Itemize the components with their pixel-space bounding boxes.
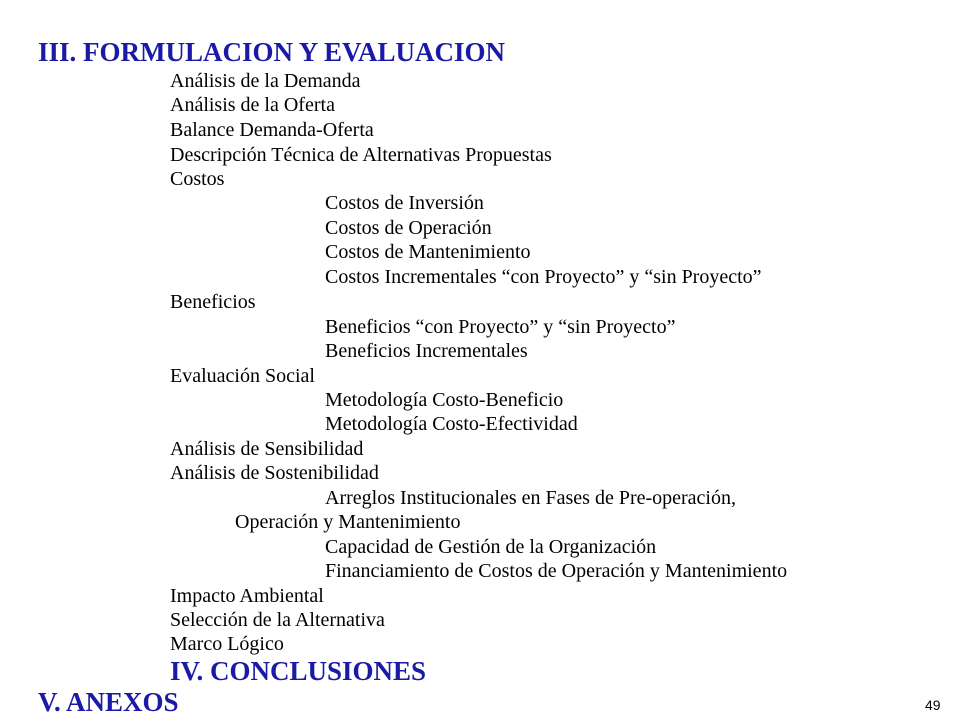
outline-item-analisis-sostenibilidad: Análisis de Sostenibilidad: [170, 462, 379, 484]
outline-subitem-beneficios-incrementales: Beneficios Incrementales: [325, 340, 528, 362]
outline-item-costos: Costos: [170, 168, 225, 190]
section-v-title: V. ANEXOS: [38, 687, 179, 717]
outline-subitem-beneficios-con-sin: Beneficios “con Proyecto” y “sin Proyecto”: [325, 316, 676, 338]
outline-subitem-arreglos-continuation: Operación y Mantenimiento: [235, 511, 461, 533]
outline-item-balance: Balance Demanda-Oferta: [170, 119, 374, 141]
section-iv-title: IV. CONCLUSIONES: [170, 656, 427, 686]
outline-item-descripcion-tecnica: Descripción Técnica de Alternativas Propuestas: [170, 144, 552, 166]
outline-subitem-capacidad-gestion: Capacidad de Gestión de la Organización: [325, 536, 657, 558]
outline-item-beneficios: Beneficios: [170, 291, 256, 313]
outline-subitem-costos-inversion: Costos de Inversión: [325, 192, 484, 214]
outline-subitem-costos-incrementales: Costos Incrementales “con Proyecto” y “sin Proyecto”: [325, 266, 762, 288]
outline-subitem-costo-efectividad: Metodología Costo-Efectividad: [325, 413, 578, 435]
outline-item-marco-logico: Marco Lógico: [170, 633, 284, 655]
outline-subitem-costos-operacion: Costos de Operación: [325, 217, 492, 239]
outline-subitem-arreglos-institucionales: Arreglos Institucionales en Fases de Pre-operación,: [325, 487, 736, 509]
outline-item-evaluacion-social: Evaluación Social: [170, 365, 315, 387]
outline-subitem-costos-mantenimiento: Costos de Mantenimiento: [325, 241, 531, 263]
outline-item-analisis-sensibilidad: Análisis de Sensibilidad: [170, 438, 364, 460]
outline-subitem-costo-beneficio: Metodología Costo-Beneficio: [325, 389, 564, 411]
page-number: 49: [925, 697, 941, 713]
outline-item-seleccion-alternativa: Selección de la Alternativa: [170, 609, 385, 631]
outline-item-analisis-oferta: Análisis de la Oferta: [170, 94, 335, 116]
section-iii-title: III. FORMULACION Y EVALUACION: [38, 37, 506, 67]
outline-item-analisis-demanda: Análisis de la Demanda: [170, 70, 361, 92]
outline-subitem-financiamiento: Financiamiento de Costos de Operación y Mantenimiento: [325, 560, 788, 582]
outline-item-impacto-ambiental: Impacto Ambiental: [170, 585, 324, 607]
